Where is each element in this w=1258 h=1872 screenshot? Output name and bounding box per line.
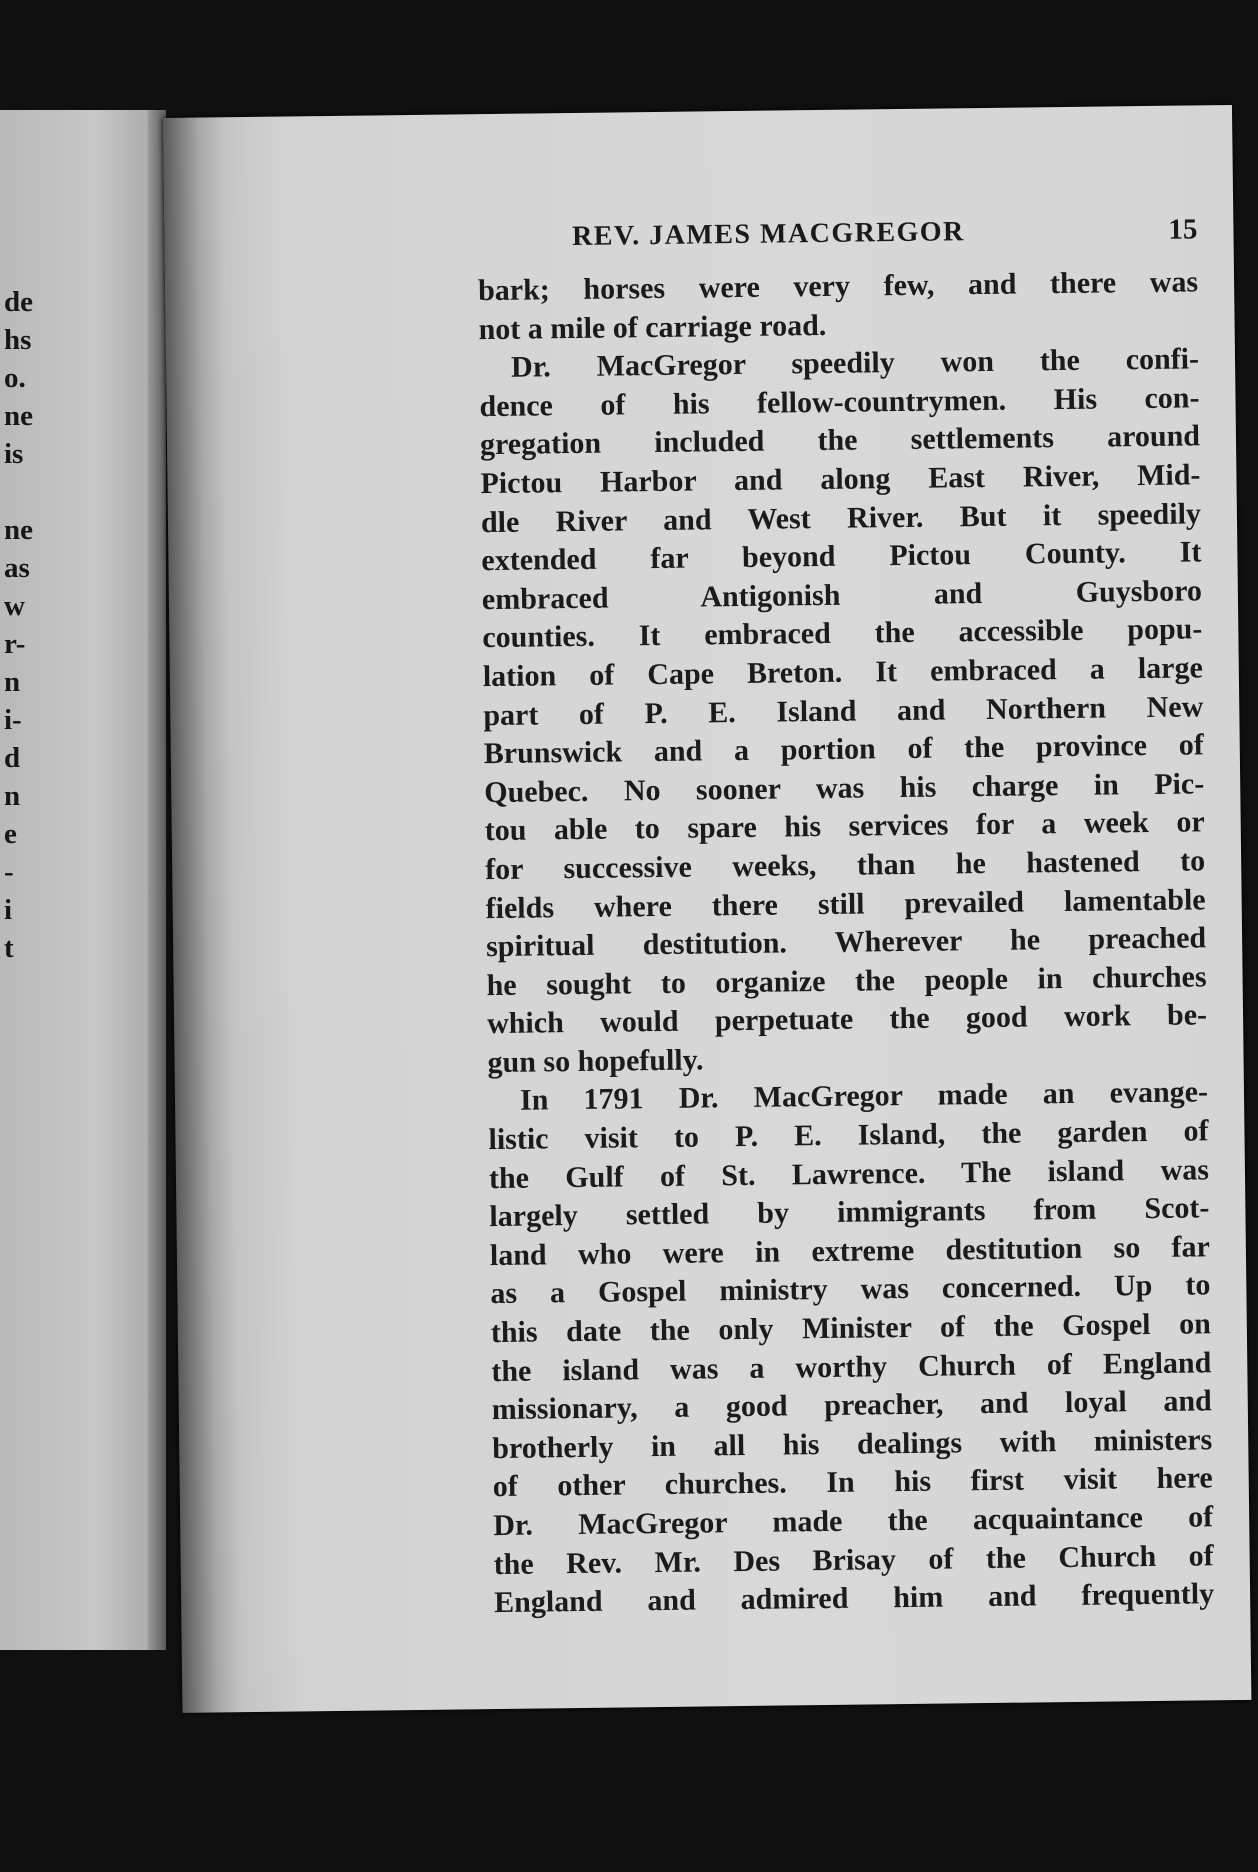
text-line: of other churches. In his first visit here bbox=[492, 1461, 1213, 1504]
facing-page-fragment: - bbox=[4, 856, 14, 888]
body-text bbox=[478, 263, 1214, 1622]
text-line: for successive weeks, than he hastened to bbox=[485, 844, 1206, 887]
text-line: the Gulf of St. Lawrence. The island was bbox=[488, 1152, 1210, 1195]
facing-page-fragment: is bbox=[4, 438, 24, 470]
text-line: gun so hopefully. bbox=[487, 1043, 704, 1079]
paragraph-macgregor-confidence bbox=[479, 341, 1208, 1083]
facing-page-edge bbox=[0, 110, 158, 1650]
text-line: dence of his fellow-countrymen. His con- bbox=[479, 381, 1200, 423]
running-title: REV. JAMES MACGREGOR bbox=[571, 216, 965, 253]
text-line: which would perpetuate the good work be- bbox=[486, 998, 1208, 1041]
paragraph-pei-visit bbox=[488, 1074, 1215, 1623]
text-line: land who were in extreme destitution so far bbox=[489, 1230, 1211, 1272]
text-line: Dr. MacGregor speedily won the confi- bbox=[510, 342, 1200, 384]
text-line: Brunswick and a portion of the province of bbox=[483, 728, 1204, 771]
text-line: gregation included the settlements around bbox=[479, 419, 1201, 462]
facing-page-fragment: de bbox=[4, 286, 33, 318]
text-line: missionary, a good preacher, and loyal and bbox=[491, 1384, 1212, 1427]
text-line: he sought to organize the people in churches bbox=[486, 960, 1207, 1002]
paragraph-continuation bbox=[478, 263, 1199, 349]
text-line: Pictou Harbor and along East River, Mid- bbox=[480, 458, 1201, 501]
facing-page-fragment: t bbox=[4, 932, 14, 964]
text-line: listic visit to P. E. Island, the garden of bbox=[488, 1114, 1209, 1157]
facing-page-fragment: as bbox=[4, 552, 30, 584]
book-gutter-shadow bbox=[148, 110, 166, 1650]
text-line: fields where there still prevailed lamentable bbox=[485, 882, 1206, 925]
text-line: largely settled by immigrants from Scot- bbox=[489, 1191, 1210, 1234]
facing-page-fragment: r- bbox=[4, 628, 26, 660]
facing-page-fragment: ne bbox=[4, 514, 33, 546]
page-header bbox=[477, 213, 1197, 266]
text-line: part of P. E. Island and Northern New bbox=[483, 689, 1204, 732]
facing-page-fragment: i- bbox=[4, 704, 22, 736]
text-line: embraced Antigonish and Guysboro bbox=[481, 574, 1203, 616]
text-line: extended far beyond Pictou County. It bbox=[481, 535, 1202, 578]
text-line: Quebec. No sooner was his charge in Pic- bbox=[484, 767, 1205, 809]
facing-page-fragment: e bbox=[4, 818, 17, 850]
facing-page-fragment: hs bbox=[4, 324, 32, 356]
text-line: Dr. MacGregor made the acquaintance of bbox=[493, 1500, 1214, 1543]
facing-page-fragment: o. bbox=[4, 362, 26, 394]
page-number: 15 bbox=[1168, 213, 1198, 246]
text-line: the Rev. Mr. Des Brisay of the Church of bbox=[493, 1538, 1214, 1581]
text-line: brotherly in all his dealings with ministers bbox=[492, 1423, 1213, 1465]
text-line: tou able to spare his services for a week or bbox=[484, 805, 1205, 848]
book-page bbox=[163, 105, 1251, 1713]
text-line: England and admired him and frequently bbox=[493, 1577, 1215, 1620]
facing-page-fragment: ne bbox=[4, 400, 33, 432]
text-line: dle River and West River. But it speedily bbox=[480, 496, 1202, 539]
text-line: In 1791 Dr. MacGregor made an evange- bbox=[519, 1075, 1209, 1118]
text-line: this date the only Minister of the Gospel on bbox=[490, 1307, 1212, 1350]
text-line: as a Gospel ministry was concerned. Up to bbox=[490, 1268, 1211, 1311]
facing-page-fragment: i bbox=[4, 894, 13, 926]
text-line: counties. It embraced the accessible popu- bbox=[482, 612, 1203, 655]
facing-page-fragment: w bbox=[4, 590, 25, 622]
facing-page-fragment: n bbox=[4, 666, 21, 698]
facing-page-fragment: d bbox=[4, 742, 21, 774]
text-line: lation of Cape Breton. It embraced a large bbox=[482, 651, 1203, 694]
text-line: bark; horses were very few, and there was bbox=[477, 265, 1199, 308]
text-line: not a mile of carriage road. bbox=[478, 308, 827, 346]
facing-page-fragment: n bbox=[4, 780, 21, 812]
text-line: the island was a worthy Church of England bbox=[491, 1345, 1212, 1388]
text-line: spiritual destitution. Wherever he preached bbox=[485, 921, 1207, 964]
